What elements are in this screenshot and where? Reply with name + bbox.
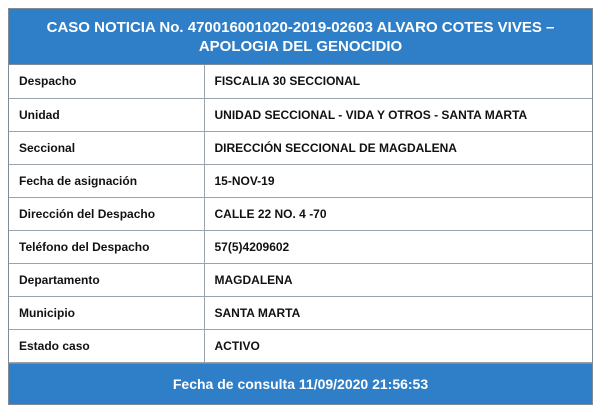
table-row	[9, 230, 592, 263]
row-value: ACTIVO	[204, 329, 592, 362]
row-label: Fecha de asignación	[9, 164, 204, 197]
case-details-table	[9, 65, 592, 363]
row-label: Municipio	[9, 296, 204, 329]
row-label: Seccional	[9, 131, 204, 164]
row-value: 57(5)4209602	[204, 230, 592, 263]
case-title: CASO NOTICIA No. 470016001020-2019-02603 ALVARO COTES VIVES – APOLOGIA DEL GENOCIDIO	[9, 9, 592, 65]
row-value: 15-NOV-19	[204, 164, 592, 197]
case-card	[8, 8, 593, 405]
row-value: DIRECCIÓN SECCIONAL DE MAGDALENA	[204, 131, 592, 164]
row-value: UNIDAD SECCIONAL - VIDA Y OTROS - SANTA MARTA	[204, 98, 592, 131]
row-label: Departamento	[9, 263, 204, 296]
table-row	[9, 164, 592, 197]
table-row	[9, 263, 592, 296]
row-label: Despacho	[9, 65, 204, 98]
row-label: Teléfono del Despacho	[9, 230, 204, 263]
table-row	[9, 131, 592, 164]
row-label: Dirección del Despacho	[9, 197, 204, 230]
row-value: FISCALIA 30 SECCIONAL	[204, 65, 592, 98]
row-label: Unidad	[9, 98, 204, 131]
row-value: CALLE 22 NO. 4 -70	[204, 197, 592, 230]
table-row	[9, 329, 592, 362]
row-value: MAGDALENA	[204, 263, 592, 296]
table-row	[9, 65, 592, 98]
table-row	[9, 197, 592, 230]
table-row	[9, 296, 592, 329]
row-value: SANTA MARTA	[204, 296, 592, 329]
table-row	[9, 98, 592, 131]
consultation-date: Fecha de consulta 11/09/2020 21:56:53	[9, 363, 592, 404]
row-label: Estado caso	[9, 329, 204, 362]
